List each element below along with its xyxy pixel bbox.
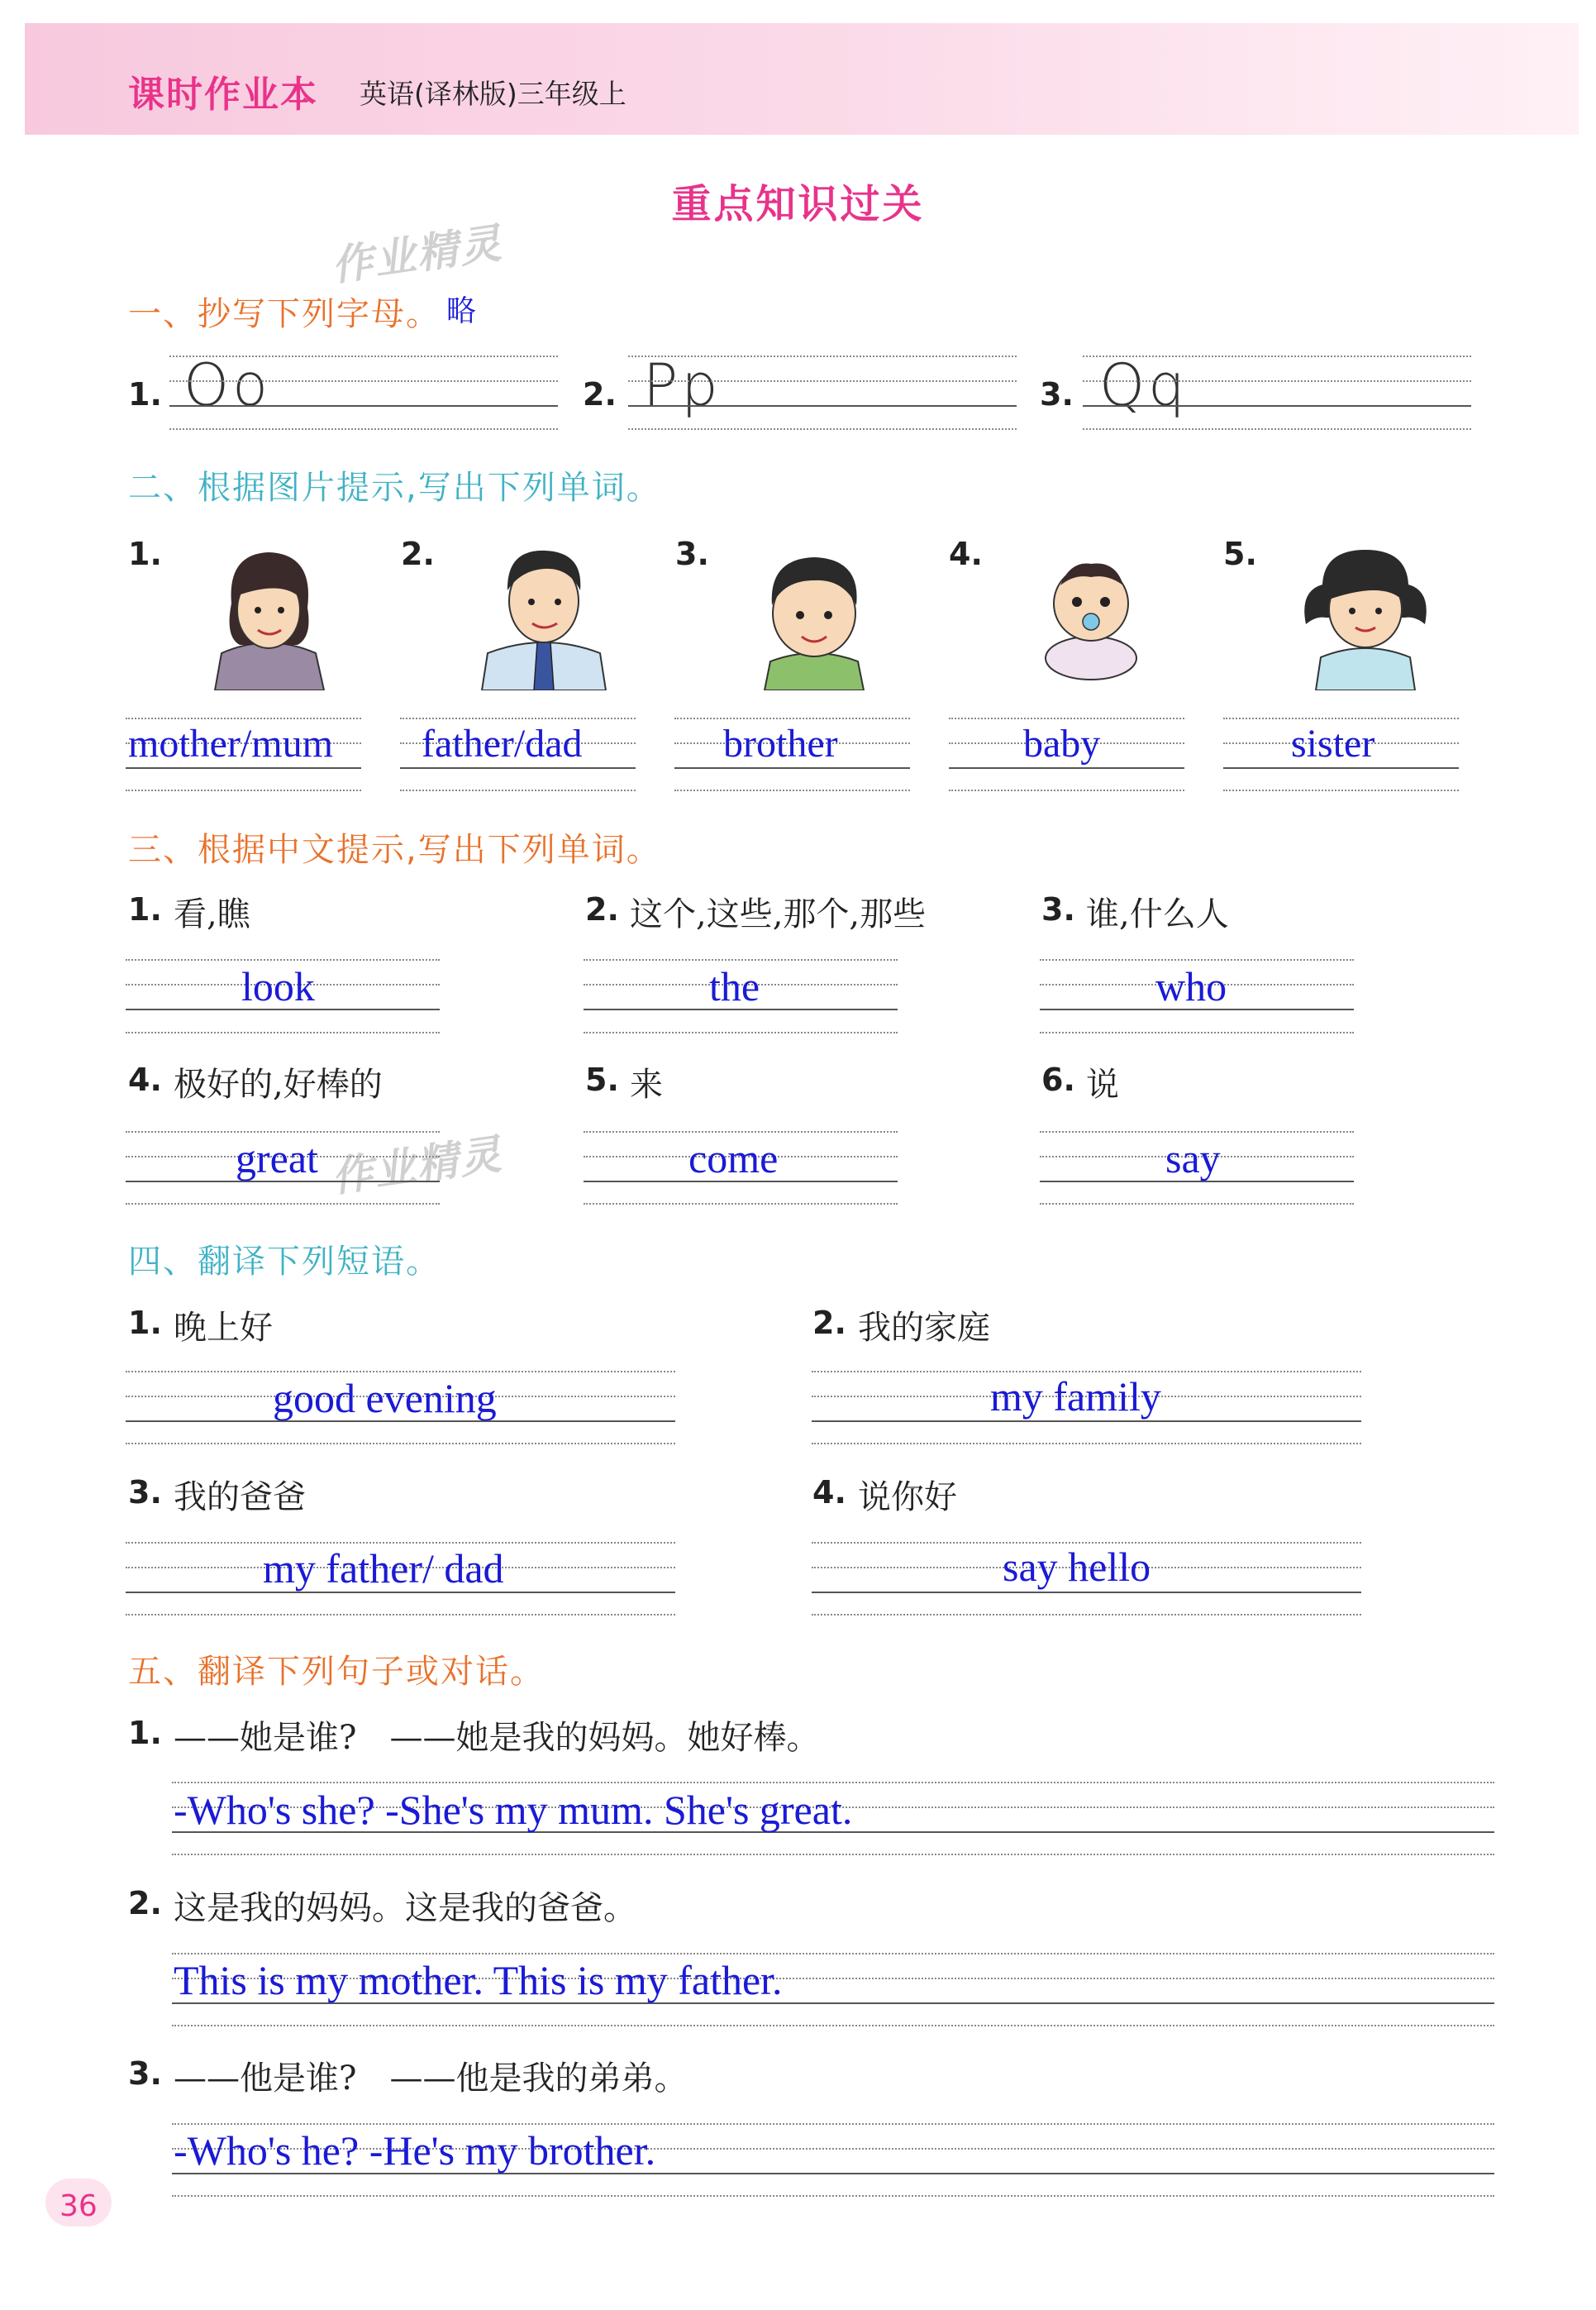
copy-letter: Pp [643, 351, 722, 419]
answer: my father/ dad [263, 1545, 504, 1592]
sister-picture [1299, 542, 1432, 690]
section4-heading: 四、翻译下列短语。 [128, 1243, 441, 1281]
item-number: 1. [128, 891, 162, 928]
item-number: 4. [812, 1474, 846, 1511]
section1-answer-note: 略 [446, 294, 477, 328]
item-number: 3. [1041, 891, 1075, 928]
item-number: 5. [585, 1062, 619, 1098]
page-title: 重点知识过关 [671, 181, 925, 227]
prompt: ——她是谁? ——她是我的妈妈。她好棒。 [174, 1719, 820, 1757]
item-number: 2. [585, 891, 619, 928]
answer: come [688, 1135, 779, 1181]
mother-picture [207, 546, 331, 690]
prompt: 来 [630, 1066, 663, 1104]
page-number: 36 [60, 2189, 98, 2223]
item-number: 2. [401, 536, 435, 572]
section5-heading: 五、翻译下列句子或对话。 [128, 1653, 545, 1691]
prompt: 我的爸爸 [174, 1478, 306, 1516]
prompt: 晚上好 [174, 1309, 273, 1347]
answer: baby [1023, 722, 1101, 766]
item-number: 4. [949, 536, 983, 572]
item-number: 2. [128, 1885, 162, 1921]
copy-letter: Qq [1099, 351, 1189, 419]
answer: say hello [1003, 1544, 1151, 1590]
item-number: 2. [583, 376, 617, 413]
answer: look [241, 963, 315, 1009]
item-number: 6. [1041, 1062, 1075, 1098]
answer: who [1155, 963, 1227, 1009]
prompt: 说 [1086, 1066, 1119, 1104]
section3-heading: 三、根据中文提示,写出下列单词。 [128, 831, 661, 869]
prompt: 看,瞧 [174, 895, 250, 933]
answer: sister [1291, 722, 1375, 766]
item-number: 3. [675, 536, 709, 572]
prompt: 这个,这些,那个,那些 [630, 895, 927, 933]
father-picture [478, 539, 610, 690]
copy-letter: Oo [183, 351, 271, 419]
answer: good evening [273, 1375, 497, 1421]
prompt: 这是我的妈妈。这是我的爸爸。 [174, 1889, 636, 1927]
answer: my family [990, 1373, 1161, 1420]
answer: This is my mother. This is my father. [174, 1957, 783, 2003]
prompt: 说你好 [858, 1478, 957, 1516]
item-number: 3. [1040, 376, 1074, 413]
item-number: 1. [128, 536, 162, 572]
item-number: 5. [1223, 536, 1257, 572]
answer: great [236, 1135, 318, 1181]
item-number: 4. [128, 1062, 162, 1098]
item-number: 1. [128, 376, 162, 413]
book-title: 英语(译林版)三年级上 [360, 78, 626, 110]
answer: mother/mum [128, 722, 333, 766]
answer: brother [723, 722, 838, 766]
prompt: 我的家庭 [858, 1309, 990, 1347]
prompt: ——他是谁? ——他是我的弟弟。 [174, 2059, 688, 2098]
baby-picture [1037, 552, 1145, 680]
prompt: 极好的,好棒的 [174, 1066, 383, 1104]
item-number: 1. [128, 1715, 162, 1751]
watermark: 作业精灵 [328, 218, 506, 291]
answer: the [709, 963, 760, 1009]
item-number: 3. [128, 2055, 162, 2092]
item-number: 1. [128, 1305, 162, 1341]
brother-picture [760, 547, 868, 690]
brand-title: 课时作业本 [128, 74, 318, 116]
prompt: 谁,什么人 [1086, 895, 1229, 933]
answer: say [1165, 1135, 1221, 1181]
item-number: 3. [128, 1474, 162, 1511]
answer: -Who's he? -He's my brother. [174, 2127, 656, 2174]
section2-heading: 二、根据图片提示,写出下列单词。 [128, 469, 661, 507]
answer: father/dad [422, 722, 583, 766]
watermark: 作业精灵 [328, 1129, 506, 1202]
item-number: 2. [812, 1305, 846, 1341]
section1-heading: 一、抄写下列字母。 [128, 295, 441, 333]
answer: -Who's she? -She's my mum. She's great. [174, 1787, 853, 1833]
